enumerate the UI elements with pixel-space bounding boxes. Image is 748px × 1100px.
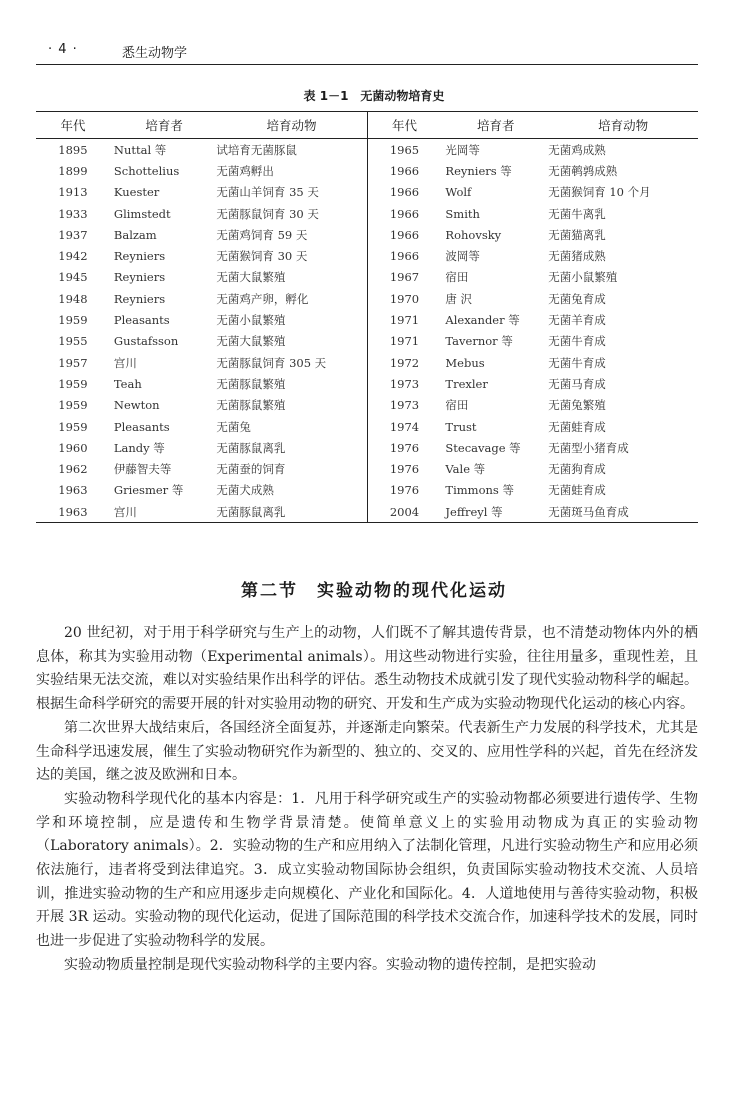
year-cell: 1959 bbox=[58, 398, 88, 413]
breeder-cell: Kuester bbox=[113, 185, 160, 200]
table-row bbox=[36, 416, 698, 437]
table-row bbox=[36, 182, 698, 203]
book-title: 悉生动物学 bbox=[122, 46, 188, 61]
paragraph: 实验动物质量控制是现代实验动物科学的主要内容。实验动物的遗传控制，是把实验动 bbox=[64, 956, 596, 973]
year-cell: 1963 bbox=[58, 483, 88, 498]
breeder-cell: 光岡等 bbox=[445, 142, 480, 157]
animal-cell: 无菌大鼠繁殖 bbox=[214, 331, 367, 352]
breeder-cell: Smith bbox=[445, 206, 480, 221]
running-header bbox=[36, 40, 698, 65]
animal-cell: 无菌蛙育成 bbox=[548, 483, 606, 498]
year-cell: 1965 bbox=[389, 142, 420, 157]
animal-cell: 无菌猪成熟 bbox=[548, 249, 606, 264]
animal-cell: 无菌大鼠繁殖 bbox=[214, 267, 367, 288]
year-cell: 1959 bbox=[58, 376, 88, 391]
animal-cell: 试培育无菌豚鼠 bbox=[214, 139, 367, 161]
breeder-cell: Nuttal 等 bbox=[113, 142, 167, 157]
animal-cell: 无菌兔繁殖 bbox=[548, 398, 606, 413]
animal-cell: 无菌豚鼠离乳 bbox=[214, 501, 367, 523]
breeder-cell: 宫川 bbox=[110, 501, 215, 523]
animal-cell: 无菌豚鼠饲育 30 天 bbox=[214, 203, 367, 224]
table-row bbox=[36, 331, 698, 352]
table-row bbox=[36, 352, 698, 373]
breeder-cell: Vale 等 bbox=[445, 462, 486, 477]
animal-cell: 无菌豚鼠繁殖 bbox=[214, 373, 367, 394]
animal-cell: 无菌猫离乳 bbox=[548, 227, 606, 242]
animal-cell: 无菌小鼠繁殖 bbox=[548, 270, 618, 285]
animal-cell: 无菌鸡成熟 bbox=[548, 142, 606, 157]
year-cell: 1966 bbox=[389, 206, 420, 221]
table-row bbox=[36, 288, 698, 309]
header-animal: 培育动物 bbox=[546, 112, 698, 139]
animal-cell: 无菌豚鼠离乳 bbox=[214, 437, 367, 458]
header-year: 年代 bbox=[367, 112, 441, 139]
breeder-cell: 唐 沢 bbox=[445, 291, 473, 306]
year-cell: 1972 bbox=[389, 355, 420, 370]
breeder-cell: Landy 等 bbox=[113, 440, 165, 455]
year-cell: 1913 bbox=[58, 185, 88, 200]
year-cell: 1959 bbox=[58, 419, 88, 434]
header-year: 年代 bbox=[36, 112, 110, 139]
year-cell: 1942 bbox=[58, 249, 88, 264]
breeder-cell: Mebus bbox=[445, 355, 485, 370]
animal-cell: 无菌山羊饲育 35 天 bbox=[214, 182, 367, 203]
animal-cell: 无菌斑马鱼育成 bbox=[546, 501, 698, 523]
breeder-cell: Trust bbox=[445, 419, 477, 434]
table-row bbox=[36, 267, 698, 288]
header-breeder: 培育者 bbox=[441, 112, 546, 139]
breeder-cell: 宿田 bbox=[445, 270, 469, 285]
year-cell: 1945 bbox=[58, 270, 88, 285]
year-cell: 1974 bbox=[389, 419, 420, 434]
year-cell: 1960 bbox=[58, 440, 88, 455]
animal-cell: 无菌鸡孵出 bbox=[214, 160, 367, 181]
header-animal: 培育动物 bbox=[214, 112, 367, 139]
year-cell: 1899 bbox=[58, 163, 88, 178]
breeder-cell: Reyniers 等 bbox=[445, 163, 512, 178]
animal-cell: 无菌马育成 bbox=[548, 376, 606, 391]
animal-cell: 无菌蛙育成 bbox=[548, 419, 606, 434]
breeder-cell: Reyniers bbox=[113, 249, 166, 264]
page-number: · 4 · bbox=[48, 42, 78, 57]
animal-cell: 无菌鸡产卵，孵化 bbox=[214, 288, 367, 309]
breeder-cell: Teah bbox=[113, 376, 142, 391]
breeder-cell: Schottelius bbox=[113, 163, 180, 178]
animal-cell: 无菌兔 bbox=[214, 416, 367, 437]
animal-cell: 无菌鹌鹑成熟 bbox=[548, 163, 618, 178]
year-cell: 1963 bbox=[36, 501, 110, 523]
table-row bbox=[36, 224, 698, 245]
breeder-cell: 波岡等 bbox=[445, 249, 480, 264]
table-row bbox=[36, 309, 698, 330]
table-row bbox=[36, 437, 698, 458]
table-caption: 表 1－1 无菌动物培育史 bbox=[303, 89, 445, 103]
table-row bbox=[36, 395, 698, 416]
table-row bbox=[36, 458, 698, 479]
table-row bbox=[36, 160, 698, 181]
animal-cell: 无菌型小猪育成 bbox=[548, 440, 629, 455]
year-cell: 1948 bbox=[58, 291, 88, 306]
animal-cell: 无菌狗育成 bbox=[548, 462, 606, 477]
paragraph: 第二次世界大战结束后，各国经济全面复苏，并逐渐走向繁荣。代表新生产力发展的科学技术，尤其是生命科学迅速发展，催生了实验动物研究作为新型的、独立的、交叉的、应用性学科的兴起，首先在经济发达的美国，继之波及欧洲和日本。 bbox=[36, 719, 698, 784]
animal-cell: 无菌小鼠繁殖 bbox=[214, 309, 367, 330]
breeder-cell: Tavernor 等 bbox=[445, 334, 513, 349]
breeder-cell: 宫川 bbox=[113, 355, 137, 370]
year-cell: 1959 bbox=[58, 313, 88, 328]
paragraph: 实验动物科学现代化的基本内容是：1．凡用于科学研究或生产的实验动物都必须要进行遗传学、生物学和环境控制，应是遗传和生物学背景清楚。使简单意义上的实验用动物成为真正的实验动物（Laboratory animals）。2．实验动物的生产和应用纳入了法制化管理，凡进行实验动物生产和应用必须依法施行，违者将受到法律追究。3．成立实验动物国际协会组织，负责国际实验动物技术交流、人员培训，推进实验动物的生产和应用逐步走向规模化、产业化和国际化。4．人道地使用与善待实验动物，积极开展 3R 运动。实验动物的现代化运动，促进了国际范围的科学技术交流合作，加速科学技术的发展，同时也进一步促进了实验动物科学的发展。 bbox=[36, 790, 698, 950]
year-cell: 1933 bbox=[58, 206, 88, 221]
animal-cell: 无菌猴饲育 30 天 bbox=[214, 245, 367, 266]
year-cell: 1971 bbox=[389, 313, 420, 328]
table-row bbox=[36, 480, 698, 501]
breeder-cell: 宿田 bbox=[445, 398, 469, 413]
animal-cell: 无菌鸡饲育 59 天 bbox=[214, 224, 367, 245]
year-cell: 1955 bbox=[58, 334, 88, 349]
animal-cell: 无菌猴饲育 10 个月 bbox=[548, 185, 651, 200]
breeder-cell: Timmons 等 bbox=[445, 483, 514, 498]
animal-cell: 无菌羊育成 bbox=[548, 313, 606, 328]
breeder-cell: Griesmer 等 bbox=[113, 483, 184, 498]
breeder-cell: Wolf bbox=[445, 185, 472, 200]
year-cell: 1976 bbox=[389, 440, 420, 455]
breeder-cell: Balzam bbox=[113, 227, 157, 242]
year-cell: 1962 bbox=[58, 462, 88, 477]
year-cell: 1971 bbox=[389, 334, 420, 349]
year-cell: 1970 bbox=[389, 291, 420, 306]
table-row bbox=[36, 203, 698, 224]
breeder-cell: Glimstedt bbox=[113, 206, 171, 221]
paragraph: 20 世纪初，对于用于科学研究与生产上的动物，人们既不了解其遗传背景，也不清楚动物体内外的栖息体，称其为实验用动物（Experimental animals）。用这些动物进行实验，往往用量多，重现性差，且实验结果无法交流，难以对实验结果作出科学的评估。悉生动物技术成就引发了现代实验动物科学的崛起。根据生命科学研究的需要开展的针对实验用动物的研究、开发和生产成为实验动物现代化运动的核心内容。 bbox=[36, 625, 698, 713]
table-row bbox=[36, 245, 698, 266]
breeder-cell: Jeffreyl 等 bbox=[441, 501, 546, 523]
year-cell: 1966 bbox=[389, 185, 420, 200]
year-cell: 1895 bbox=[58, 142, 88, 157]
year-cell: 1976 bbox=[389, 483, 420, 498]
section-title: 第二节 实验动物的现代化运动 bbox=[241, 581, 507, 601]
breeder-cell: Reyniers bbox=[113, 270, 166, 285]
breeder-cell: Trexler bbox=[445, 376, 488, 391]
germfree-history-table bbox=[36, 111, 698, 523]
header-breeder: 培育者 bbox=[110, 112, 215, 139]
table-row bbox=[36, 139, 698, 161]
breeder-cell: Rohovsky bbox=[445, 227, 502, 242]
breeder-cell: Alexander 等 bbox=[445, 313, 520, 328]
year-cell: 1976 bbox=[389, 462, 420, 477]
breeder-cell: Reyniers bbox=[113, 291, 166, 306]
table-row bbox=[36, 501, 698, 523]
year-cell: 1957 bbox=[58, 355, 88, 370]
breeder-cell: Gustafsson bbox=[113, 334, 179, 349]
body-text bbox=[36, 622, 698, 978]
animal-cell: 无菌牛育成 bbox=[548, 334, 606, 349]
animal-cell: 无菌犬成熟 bbox=[214, 480, 367, 501]
breeder-cell: Pleasants bbox=[113, 419, 170, 434]
animal-cell: 无菌豚鼠繁殖 bbox=[214, 395, 367, 416]
year-cell: 1966 bbox=[389, 163, 420, 178]
year-cell: 1966 bbox=[389, 249, 420, 264]
animal-cell: 无菌兔育成 bbox=[548, 291, 606, 306]
year-cell: 1937 bbox=[58, 227, 88, 242]
breeder-cell: Newton bbox=[113, 398, 160, 413]
year-cell: 1973 bbox=[389, 398, 420, 413]
animal-cell: 无菌蚕的饲育 bbox=[214, 458, 367, 479]
animal-cell: 无菌牛离乳 bbox=[548, 206, 606, 221]
year-cell: 1966 bbox=[389, 227, 420, 242]
animal-cell: 无菌牛育成 bbox=[548, 355, 606, 370]
year-cell: 1973 bbox=[389, 376, 420, 391]
breeder-cell: 伊藤智夫等 bbox=[113, 462, 172, 477]
year-cell: 2004 bbox=[367, 501, 441, 523]
breeder-cell: Pleasants bbox=[113, 313, 170, 328]
table-header-row bbox=[36, 112, 698, 139]
year-cell: 1967 bbox=[389, 270, 420, 285]
breeder-cell: Stecavage 等 bbox=[445, 440, 521, 455]
table-row bbox=[36, 373, 698, 394]
animal-cell: 无菌豚鼠饲育 305 天 bbox=[214, 352, 367, 373]
